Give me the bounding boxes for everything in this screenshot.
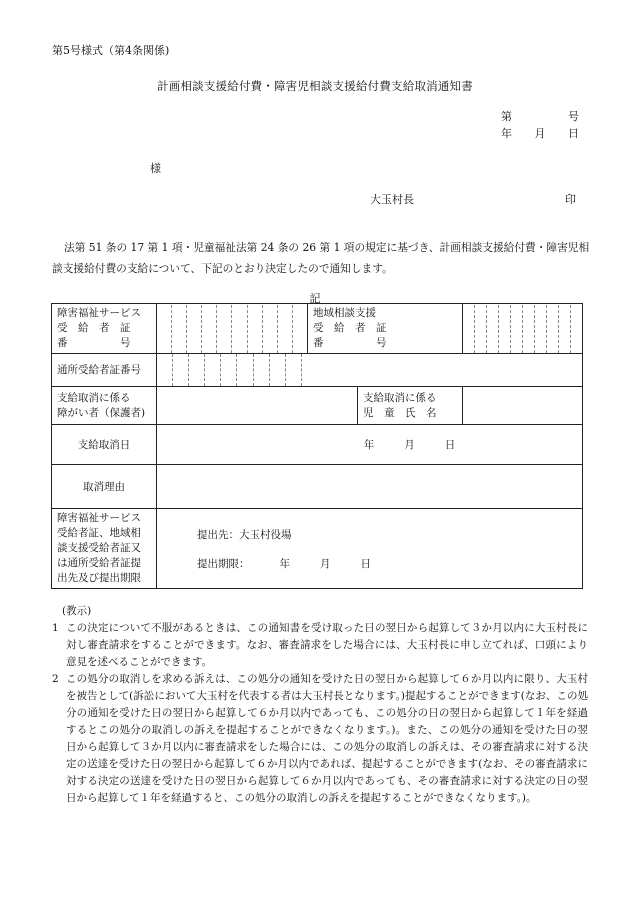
child-name-label: 支給取消に係る 児 童 氏 名 bbox=[358, 387, 463, 425]
document-number bbox=[501, 108, 579, 125]
disabled-person-label: 支給取消に係る 障がい者（保護者) bbox=[52, 387, 157, 425]
table-row bbox=[52, 304, 583, 354]
list-item bbox=[52, 671, 588, 807]
reason-label: 取消理由 bbox=[52, 465, 157, 509]
issuer: 大玉村長 bbox=[370, 193, 414, 206]
deadline-year: 年 bbox=[279, 557, 290, 570]
cancel-date-year: 年 bbox=[363, 439, 375, 451]
list-item bbox=[52, 620, 588, 671]
cancel-date-label: 支給取消日 bbox=[52, 425, 157, 465]
day-care-cert-number-field[interactable] bbox=[157, 354, 583, 387]
number-suffix: 号 bbox=[568, 110, 579, 123]
note-text: この処分の取消しを求める訴えは、この処分の通知を受けた日の翌日から起算して６か月以内に限り、大玉村を被告として(訴訟において大玉村を代表する者は大玉村長となります。)提起することができます(なお、この処分の通知を受けた日の翌日から起算して６か月以内であっても、この処分の日の翌日から起算して１年を経過するとこの処分の取消しの訴えを提起することができなくなります。)。また、この処分の通知を受けた日の翌日から起算して３か月以内に審査請求をした場合には、この処分の取消しの訴えは、その審査請求に対する決定の送達を受けた日の翌日から起算して６か月以内であれば、提起することができます(なお、その審査請求に対する決定の送達を受けた日の翌日から起算して６か月以内であっても、その審査請求に対する決定の日の翌日から起算して１年を経過すると、この処分の取消しの訴えを提起することができなくなります。)。 bbox=[66, 673, 588, 804]
submission-field[interactable] bbox=[157, 509, 583, 589]
deadline-label: 提出期限： bbox=[197, 557, 250, 570]
note-number: 2 bbox=[52, 673, 59, 685]
notes-section bbox=[52, 603, 588, 807]
submit-to: 提出先：大玉村役場 bbox=[197, 528, 292, 541]
ki-heading: 記 bbox=[309, 292, 321, 305]
note-text: この決定について不服があるときは、この通知書を受け取った日の翌日から起算して３か月以内に大玉村長に対し審査請求をすることができます。なお、審査請求をした場合には、大玉村長に申し立てれば、口頭により意見を述べることができます。 bbox=[66, 622, 588, 668]
issue-date-day: 日 bbox=[568, 127, 579, 140]
issue-date-month: 月 bbox=[534, 127, 546, 140]
number-prefix: 第 bbox=[501, 110, 512, 123]
deadline-month: 月 bbox=[320, 557, 331, 570]
disabled-person-field[interactable] bbox=[157, 387, 358, 425]
table-row bbox=[52, 465, 583, 509]
cancel-date-field[interactable] bbox=[157, 425, 583, 465]
submission-deadline bbox=[197, 556, 582, 571]
details-table bbox=[51, 303, 583, 589]
regional-cert-label: 地域相談支援 受 給 者 証 番 号 bbox=[308, 304, 463, 354]
table-row bbox=[52, 509, 583, 589]
table-row bbox=[52, 354, 583, 387]
intro-text: 法第 51 条の 17 第 1 項・児童福祉法第 24 条の 26 第 1 項の規定に基づき、計画相談支援給付費・障害児相談支援給付費の支給について、下記のとおり決定したので通知します。 bbox=[52, 241, 590, 275]
cancel-date-day: 日 bbox=[444, 439, 456, 451]
regional-cert-number-field[interactable] bbox=[463, 304, 583, 354]
notes-header: (教示) bbox=[62, 605, 92, 617]
document-number-date bbox=[501, 108, 579, 142]
addressee-suffix: 様 bbox=[150, 162, 161, 175]
child-name-field[interactable] bbox=[463, 387, 583, 425]
deadline-day: 日 bbox=[360, 557, 371, 570]
day-care-cert-label: 通所受給者証番号 bbox=[52, 354, 157, 387]
cancel-date-month: 月 bbox=[404, 439, 415, 451]
welfare-cert-number-field[interactable] bbox=[157, 304, 308, 354]
submission-label: 障害福祉サービス受給者証、地域相談支援受給者証又は通所受給者証提出先及び提出期限 bbox=[52, 509, 157, 589]
table-row bbox=[52, 387, 583, 425]
document-title: 計画相談支援給付費・障害児相談支援給付費支給取消通知書 bbox=[157, 79, 473, 93]
reason-field[interactable] bbox=[157, 465, 583, 509]
issue-date-year: 年 bbox=[501, 127, 512, 140]
issue-date bbox=[501, 125, 579, 142]
note-number: 1 bbox=[52, 622, 59, 634]
welfare-cert-label: 障害福祉サービス 受 給 者 証 番 号 bbox=[52, 304, 157, 354]
form-number: 第5号様式（第4条関係) bbox=[52, 44, 170, 57]
table-row bbox=[52, 425, 583, 465]
seal-mark: 印 bbox=[565, 193, 576, 206]
